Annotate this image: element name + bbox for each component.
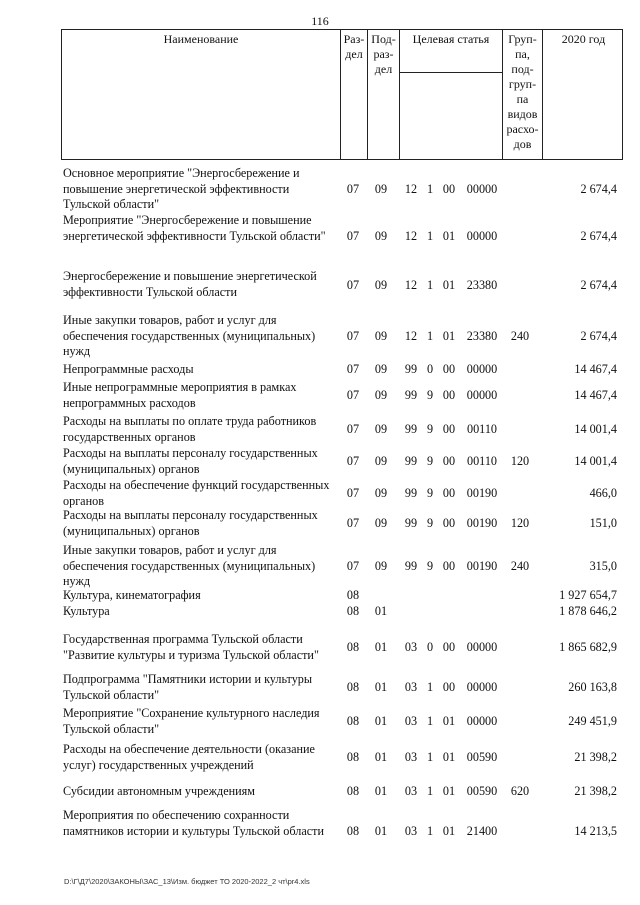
row-target-event: 00 (442, 362, 456, 376)
row-target-event: 01 (442, 824, 456, 838)
header-target-label: Целевая статья (412, 32, 490, 46)
row-amount: 1 927 654,7 (559, 588, 617, 602)
row-razdel: 07 (346, 278, 360, 292)
row-razdel: 07 (346, 422, 360, 436)
row-target-subprogram: 9 (426, 454, 434, 468)
row-target-subprogram: 9 (426, 422, 434, 436)
row-podrazdel: 09 (374, 388, 388, 402)
row-name: Культура, кинематография (63, 588, 201, 602)
row-target-event: 01 (442, 229, 456, 243)
row-target-event: 00 (442, 640, 456, 654)
row-target-direction: 00110 (466, 422, 498, 436)
row-podrazdel: 01 (374, 714, 388, 728)
row-target-event: 01 (442, 329, 456, 343)
row-name: Расходы на выплаты персоналу государственных (муниципальных) органов (63, 446, 318, 476)
row-amount: 21 398,2 (574, 784, 617, 798)
row-target-direction: 21400 (466, 824, 498, 838)
row-amount: 315,0 (589, 559, 617, 573)
header-target (399, 30, 502, 159)
row-amount: 21 398,2 (574, 750, 617, 764)
row-razdel: 07 (346, 182, 360, 196)
row-name: Мероприятия по обеспечению сохранности памятников истории и культуры Тульской области (63, 808, 324, 838)
row-podrazdel: 01 (374, 784, 388, 798)
row-group: 120 (510, 516, 530, 530)
row-amount: 14 467,4 (574, 388, 617, 402)
row-razdel: 08 (346, 680, 360, 694)
row-podrazdel: 09 (374, 229, 388, 243)
row-target-program: 12 (404, 278, 418, 292)
row-amount: 2 674,4 (580, 329, 617, 343)
row-name: Расходы на обеспечение функций государственных органов (63, 478, 330, 508)
row-target-program: 03 (404, 680, 418, 694)
row-name: Расходы на обеспечение деятельности (оказание услуг) государственных учреждений (63, 742, 315, 772)
row-name: Расходы на выплаты по оплате труда работников государственных органов (63, 414, 317, 444)
row-razdel: 07 (346, 454, 360, 468)
row-razdel: 08 (346, 784, 360, 798)
row-target-direction: 00590 (466, 750, 498, 764)
row-target-event: 00 (442, 486, 456, 500)
header-target-divider (400, 72, 502, 159)
row-target-direction: 00000 (466, 680, 498, 694)
row-podrazdel: 09 (374, 559, 388, 573)
row-amount: 1 865 682,9 (559, 640, 617, 654)
row-name: Основное мероприятие "Энергосбережение и повышение энергетической эффективности Тульской области" (63, 166, 300, 211)
row-target-subprogram: 9 (426, 516, 434, 530)
row-target-program: 99 (404, 486, 418, 500)
row-name: Иные закупки товаров, работ и услуг для обеспечения государственных (муниципальных) нужд (63, 543, 316, 588)
row-target-program: 03 (404, 784, 418, 798)
row-target-direction: 00590 (466, 784, 498, 798)
page-number: 116 (311, 14, 329, 28)
row-target-direction: 00190 (466, 486, 498, 500)
row-target-event: 00 (442, 559, 456, 573)
row-amount: 14 213,5 (574, 824, 617, 838)
row-amount: 151,0 (589, 516, 617, 530)
row-target-program: 99 (404, 516, 418, 530)
row-podrazdel: 01 (374, 604, 388, 618)
row-podrazdel: 09 (374, 486, 388, 500)
row-amount: 2 674,4 (580, 278, 617, 292)
row-target-direction: 00190 (466, 559, 498, 573)
row-amount: 2 674,4 (580, 229, 617, 243)
row-target-direction: 00000 (466, 229, 498, 243)
row-amount: 14 467,4 (574, 362, 617, 376)
row-target-subprogram: 1 (426, 329, 434, 343)
row-target-subprogram: 9 (426, 559, 434, 573)
row-target-direction: 00000 (466, 714, 498, 728)
row-name: Энергосбережение и повышение энергетической эффективности Тульской области (63, 269, 317, 299)
row-razdel: 08 (346, 640, 360, 654)
row-target-subprogram: 1 (426, 750, 434, 764)
row-target-subprogram: 1 (426, 824, 434, 838)
row-razdel: 07 (346, 516, 360, 530)
row-target-event: 00 (442, 182, 456, 196)
row-amount: 2 674,4 (580, 182, 617, 196)
row-name: Субсидии автономным учреждениям (63, 784, 255, 798)
row-razdel: 07 (346, 229, 360, 243)
row-target-event: 01 (442, 750, 456, 764)
row-name: Подпрограмма "Памятники истории и культуры Тульской области" (63, 672, 313, 702)
row-target-program: 03 (404, 750, 418, 764)
row-podrazdel: 01 (374, 680, 388, 694)
file-path-footer: D:\Г\Д7\2020\ЗАКОНЫ\ЗАС_13\Изм. бюджет ТО 2020-2022_2 чт\pr4.xls (64, 877, 310, 886)
row-target-direction: 00190 (466, 516, 498, 530)
row-target-program: 03 (404, 824, 418, 838)
row-target-program: 12 (404, 182, 418, 196)
header-year: 2020 год (542, 30, 624, 159)
row-podrazdel: 01 (374, 824, 388, 838)
row-target-subprogram: 9 (426, 486, 434, 500)
row-podrazdel: 09 (374, 454, 388, 468)
row-amount: 249 451,9 (568, 714, 617, 728)
row-target-direction: 00000 (466, 362, 498, 376)
row-target-program: 99 (404, 559, 418, 573)
row-target-event: 01 (442, 278, 456, 292)
header-group: Груп- па, под- груп- па видов расхо- дов (502, 30, 542, 159)
row-podrazdel: 01 (374, 750, 388, 764)
row-target-direction: 23380 (466, 278, 498, 292)
row-podrazdel: 09 (374, 182, 388, 196)
row-podrazdel: 01 (374, 640, 388, 654)
row-name: Иные закупки товаров, работ и услуг для обеспечения государственных (муниципальных) нужд (63, 313, 316, 358)
row-razdel: 07 (346, 329, 360, 343)
row-group: 240 (510, 329, 530, 343)
row-amount: 1 878 646,2 (559, 604, 617, 618)
row-target-direction: 23380 (466, 329, 498, 343)
row-name: Культура (63, 604, 110, 618)
row-target-program: 12 (404, 229, 418, 243)
row-target-event: 00 (442, 680, 456, 694)
row-target-subprogram: 1 (426, 714, 434, 728)
row-target-subprogram: 1 (426, 784, 434, 798)
table-header (61, 29, 623, 160)
row-target-program: 99 (404, 388, 418, 402)
header-podrazdel: Под- раз- дел (367, 30, 399, 159)
row-name: Расходы на выплаты персоналу государственных (муниципальных) органов (63, 508, 318, 538)
row-podrazdel: 09 (374, 362, 388, 376)
row-target-subprogram: 1 (426, 278, 434, 292)
row-razdel: 08 (346, 588, 360, 602)
row-group: 240 (510, 559, 530, 573)
row-podrazdel: 09 (374, 278, 388, 292)
row-target-direction: 00000 (466, 640, 498, 654)
row-target-event: 00 (442, 516, 456, 530)
row-target-program: 99 (404, 362, 418, 376)
row-amount: 14 001,4 (574, 422, 617, 436)
row-razdel: 07 (346, 559, 360, 573)
row-group: 620 (510, 784, 530, 798)
row-target-event: 01 (442, 784, 456, 798)
row-target-event: 00 (442, 454, 456, 468)
row-target-subprogram: 1 (426, 182, 434, 196)
row-target-subprogram: 1 (426, 680, 434, 694)
row-razdel: 07 (346, 486, 360, 500)
row-target-program: 03 (404, 640, 418, 654)
row-target-direction: 00000 (466, 182, 498, 196)
row-target-program: 99 (404, 422, 418, 436)
row-target-event: 00 (442, 388, 456, 402)
row-name: Непрограммные расходы (63, 362, 194, 376)
row-razdel: 08 (346, 604, 360, 618)
row-target-subprogram: 9 (426, 388, 434, 402)
row-target-direction: 00000 (466, 388, 498, 402)
row-razdel: 07 (346, 362, 360, 376)
row-amount: 260 163,8 (568, 680, 617, 694)
row-target-program: 03 (404, 714, 418, 728)
row-name: Мероприятие "Сохранение культурного наследия Тульской области" (63, 706, 320, 736)
row-target-program: 99 (404, 454, 418, 468)
row-razdel: 08 (346, 714, 360, 728)
row-podrazdel: 09 (374, 422, 388, 436)
row-podrazdel: 09 (374, 329, 388, 343)
header-name: Наименование (163, 32, 239, 46)
row-target-direction: 00110 (466, 454, 498, 468)
row-razdel: 08 (346, 824, 360, 838)
row-podrazdel: 09 (374, 516, 388, 530)
row-amount: 466,0 (589, 486, 617, 500)
row-target-subprogram: 0 (426, 640, 434, 654)
header-razdel: Раз- дел (340, 30, 367, 159)
row-razdel: 08 (346, 750, 360, 764)
row-target-program: 12 (404, 329, 418, 343)
row-name: Иные непрограммные мероприятия в рамках непрограммных расходов (63, 380, 297, 410)
row-razdel: 07 (346, 388, 360, 402)
row-group: 120 (510, 454, 530, 468)
row-name: Мероприятие "Энергосбережение и повышение энергетической эффективности Тульской области" (63, 213, 326, 243)
row-target-subprogram: 1 (426, 229, 434, 243)
row-amount: 14 001,4 (574, 454, 617, 468)
row-target-event: 00 (442, 422, 456, 436)
row-target-event: 01 (442, 714, 456, 728)
row-target-subprogram: 0 (426, 362, 434, 376)
row-name: Государственная программа Тульской области "Развитие культуры и туризма Тульской области" (63, 632, 319, 662)
